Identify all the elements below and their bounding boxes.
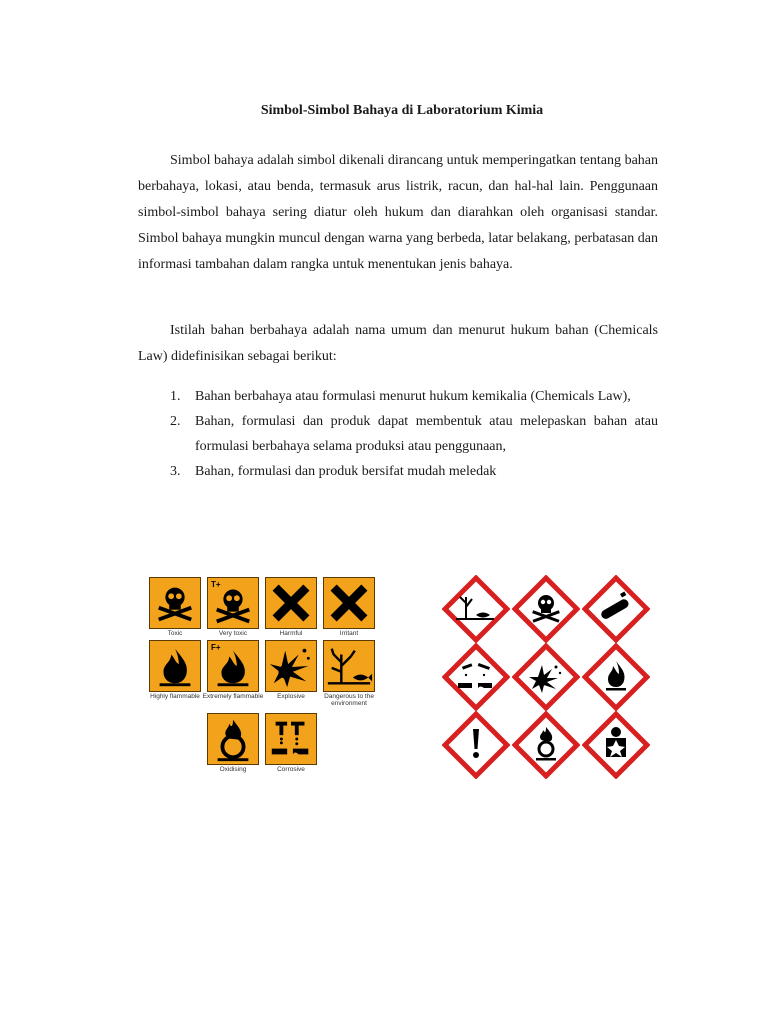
list-number: 2. (170, 414, 181, 429)
list-item (138, 459, 658, 484)
corrosion-icon (442, 643, 510, 711)
ghs-hazard-pictograms (438, 573, 658, 778)
list-item-text: Bahan, formulasi dan produk bersifat mudah meledak (195, 464, 497, 479)
explosion-icon (512, 643, 580, 711)
symbol-caption: Very toxic (218, 630, 248, 637)
environment-icon (442, 575, 510, 643)
corrosion-icon (265, 713, 317, 765)
paragraph-intro (138, 148, 658, 278)
exclamation-icon (442, 711, 510, 779)
symbol-caption: Explosive (277, 693, 305, 700)
document-title: Simbol-Simbol Bahaya di Laboratorium Kimia (260, 103, 544, 118)
symbol-caption: Harmful (279, 630, 303, 637)
x-cross-icon (323, 577, 375, 629)
list-number: 1. (170, 389, 181, 404)
list-item (138, 384, 658, 409)
list-item-text: Bahan, formulasi dan produk dapat membentuk atau melepaskan bahan atau formulasi berbahaya selama produksi atau penggunaan, (195, 414, 658, 454)
list-number: 3. (170, 464, 181, 479)
orange-hazard-symbols (147, 575, 382, 775)
flame-icon (207, 640, 259, 692)
explosion-icon (265, 640, 317, 692)
symbol-caption: Oxidising (219, 766, 247, 773)
x-cross-icon (265, 577, 317, 629)
skull-crossbones-icon (207, 577, 259, 629)
list-item-text: Bahan berbahaya atau formulasi menurut hukum kemikalia (Chemicals Law), (195, 389, 631, 404)
symbol-caption: Highly flammable (150, 693, 200, 700)
symbol-caption: Irritant (339, 630, 359, 637)
dead-tree-fish-icon (323, 640, 375, 692)
paragraph-definition (138, 318, 658, 370)
flame-over-circle-icon (207, 713, 259, 765)
symbol-caption: Corrosive (277, 766, 305, 773)
flame-icon (582, 643, 650, 711)
health-hazard-icon (582, 711, 650, 779)
symbol-corner-label: T+ (211, 580, 221, 589)
flame-icon (149, 640, 201, 692)
symbol-caption: Extremely flammable (202, 693, 264, 700)
skull-crossbones-icon (149, 577, 201, 629)
skull-crossbones-icon (512, 575, 580, 643)
symbol-caption: Dangerous to the environment (324, 693, 374, 707)
flame-over-circle-icon (512, 711, 580, 779)
symbol-corner-label: F+ (211, 643, 221, 652)
symbol-caption: Toxic (167, 630, 183, 637)
list-item (138, 409, 658, 459)
paragraph-intro-text: Simbol bahaya adalah simbol dikenali dirancang untuk memperingatkan tentang bahan berbahaya, lokasi, atau benda, termasuk arus listrik, racun, dan hal-hal lain. Penggunaan simbol-simbol bahaya sering diatur oleh hukum dan diarahkan oleh organisasi standar. Simbol bahaya mungkin muncul dengan warna yang berbeda, latar belakang, perbatasan dan informasi tambahan dalam rangka untuk menentukan jenis bahaya. (138, 153, 658, 272)
paragraph-definition-text: Istilah bahan berbahaya adalah nama umum dan menurut hukum bahan (Chemicals Law) didefinisikan sebagai berikut: (138, 323, 658, 364)
definition-list (138, 384, 658, 484)
gas-cylinder-icon (582, 575, 650, 643)
